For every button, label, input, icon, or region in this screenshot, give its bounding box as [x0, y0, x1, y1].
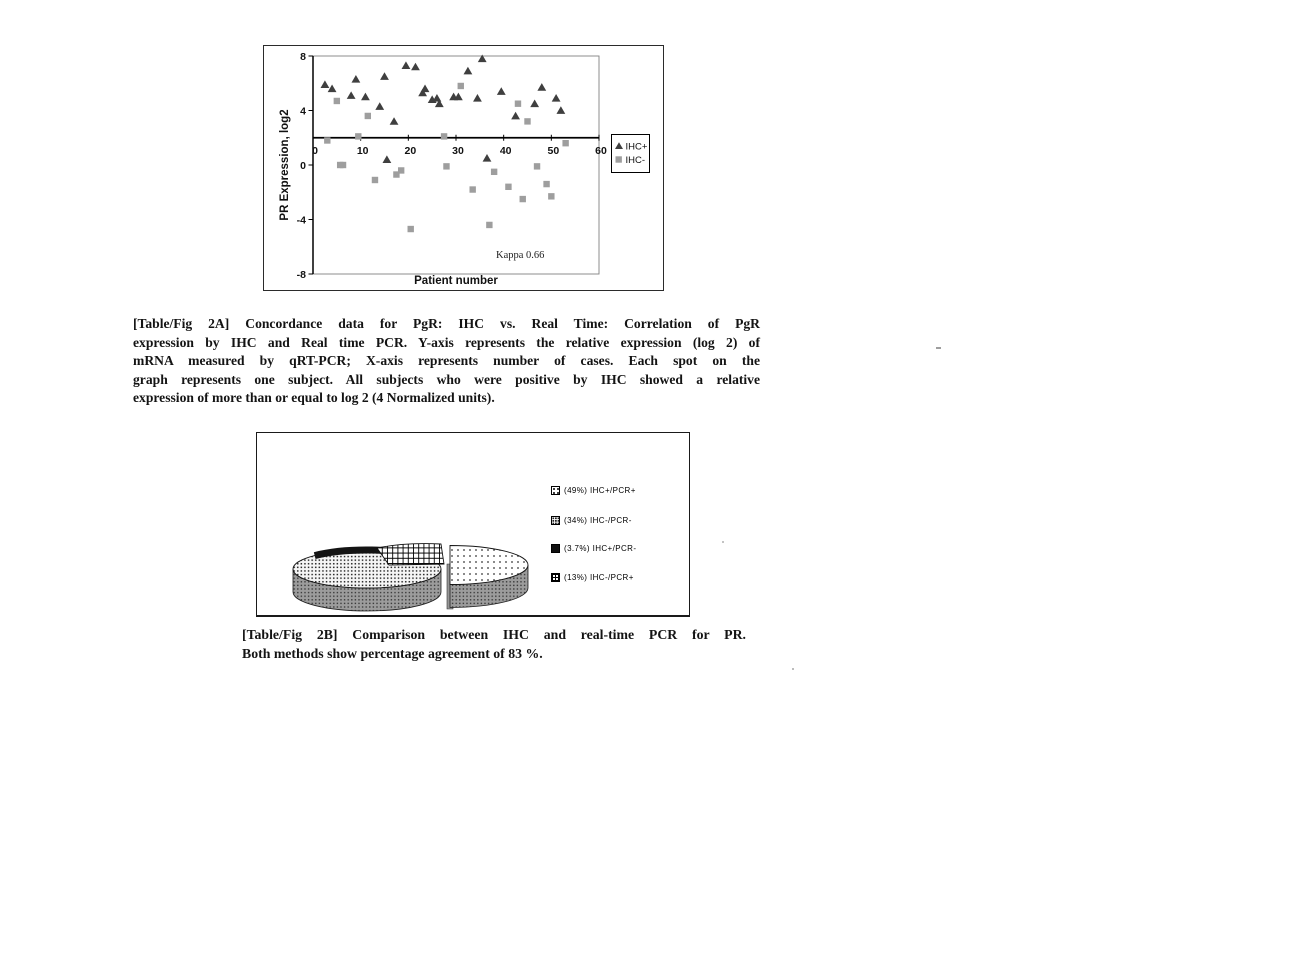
legend-marker-square — [616, 156, 622, 162]
y-tick-label: 4 — [300, 105, 306, 118]
legend-box — [612, 135, 650, 173]
data-point-triangle — [375, 102, 384, 110]
pie-legend-marker-grid — [551, 573, 560, 582]
data-point-triangle — [552, 94, 561, 102]
stray-mark — [792, 668, 794, 670]
scatter-chart — [264, 46, 663, 290]
data-point-triangle — [380, 72, 389, 80]
pie-legend-marker-solid-black — [551, 544, 560, 553]
data-point-triangle — [421, 85, 430, 93]
pie-legend-row — [551, 516, 632, 525]
data-point-square — [443, 163, 449, 169]
data-point-square — [543, 181, 549, 187]
data-point-triangle — [402, 61, 411, 69]
data-point-triangle — [497, 87, 506, 95]
scatter-legend — [612, 135, 650, 173]
data-point-square — [458, 83, 464, 89]
data-point-triangle — [473, 94, 482, 102]
data-point-triangle — [321, 80, 330, 88]
data-point-square — [491, 169, 497, 175]
data-point-square — [372, 177, 378, 183]
data-point-triangle — [411, 63, 420, 71]
caption-2a-line: [Table/Fig 2A] Concordance data for PgR: IHC vs. Real Time: Correlation of PgR — [133, 316, 760, 331]
pie-legend-marker-dots-sparse — [551, 486, 560, 495]
x-tick-label: 60 — [595, 144, 607, 157]
data-point-square — [534, 163, 540, 169]
caption-2a-line: mRNA measured by qRT-PCR; X-axis represents number of cases. Each spot on the — [133, 353, 760, 369]
data-point-square — [562, 140, 568, 146]
x-tick-label: 20 — [404, 144, 417, 157]
data-point-square — [355, 133, 361, 139]
data-point-triangle — [511, 112, 520, 120]
caption-2b-line: Both methods show percentage agreement of 83 %. — [242, 646, 543, 662]
data-point-square — [408, 226, 414, 232]
data-point-triangle — [390, 117, 399, 125]
scatter-axes — [309, 56, 600, 274]
data-point-triangle — [382, 155, 391, 163]
x-tick-label: 10 — [356, 144, 369, 157]
data-point-triangle — [464, 67, 473, 75]
scatter-points — [321, 55, 569, 233]
data-point-square — [334, 98, 340, 104]
data-point-triangle — [352, 75, 361, 83]
x-tick-label: 0 — [312, 144, 318, 157]
pie-legend-row — [551, 544, 636, 553]
data-point-square — [340, 162, 346, 168]
y-tick-label: -8 — [296, 268, 306, 281]
data-point-square — [469, 186, 475, 192]
pie-legend-label: (13%) IHC-/PCR+ — [564, 573, 634, 582]
figure-2b-box — [256, 432, 690, 617]
data-point-triangle — [347, 91, 356, 99]
caption-2a-line: graph represents one subject. All subjects who were positive by IHC showed a relative — [133, 371, 760, 387]
pie-slice-13 — [377, 544, 444, 565]
data-point-square — [524, 118, 530, 124]
legend-label: IHC- — [625, 155, 646, 166]
caption-2b-line: [Table/Fig 2B] Comparison between IHC and real-time PCR for PR. — [242, 627, 746, 642]
data-point-square — [486, 222, 492, 228]
plot-area — [313, 56, 599, 274]
stray-mark — [722, 541, 724, 543]
data-point-square — [515, 100, 521, 106]
data-point-square — [324, 137, 330, 143]
data-point-square — [398, 167, 404, 173]
x-axis-title: Patient number — [414, 275, 498, 287]
pie-legend-row — [551, 573, 634, 582]
pie-legend-label: (3.7%) IHC+/PCR- — [564, 544, 637, 553]
data-point-square — [548, 193, 554, 199]
data-point-triangle — [556, 106, 565, 114]
data-point-square — [365, 113, 371, 119]
pie-legend-label: (34%) IHC-/PCR- — [564, 516, 632, 525]
stray-mark — [936, 347, 941, 349]
caption-2a-line: expression of more than or equal to log 2 (4 Normalized units). — [133, 390, 495, 406]
data-point-triangle — [537, 83, 546, 91]
legend-label: IHC+ — [625, 141, 648, 153]
y-tick-label: -4 — [296, 214, 306, 227]
data-point-triangle — [361, 93, 370, 101]
caption-fig-2a — [133, 315, 760, 408]
figure-2a-box — [263, 45, 664, 291]
caption-fig-2b — [242, 625, 746, 663]
pie-legend-row — [551, 486, 636, 495]
data-point-triangle — [433, 94, 442, 102]
data-point-square — [520, 196, 526, 202]
data-point-triangle — [483, 154, 492, 162]
pie-legend-label: (49%) IHC+/PCR+ — [564, 486, 636, 495]
y-axis-title: PR Expression, log2 — [279, 109, 291, 221]
x-tick-label: 30 — [452, 144, 464, 157]
data-point-square — [505, 184, 511, 190]
caption-2a-line: expression by IHC and Real time PCR. Y-axis represents the relative expression (log 2) of — [133, 334, 760, 350]
x-tick-label: 50 — [547, 144, 560, 157]
data-point-square — [441, 133, 447, 139]
kappa-annotation: Kappa 0.66 — [496, 250, 545, 261]
data-point-triangle — [530, 99, 539, 107]
pie-legend-marker-dots-dense — [551, 516, 560, 525]
y-tick-label: 8 — [300, 50, 306, 63]
x-tick-label: 40 — [499, 144, 512, 157]
data-point-triangle — [328, 85, 337, 93]
y-tick-label: 0 — [300, 159, 306, 172]
